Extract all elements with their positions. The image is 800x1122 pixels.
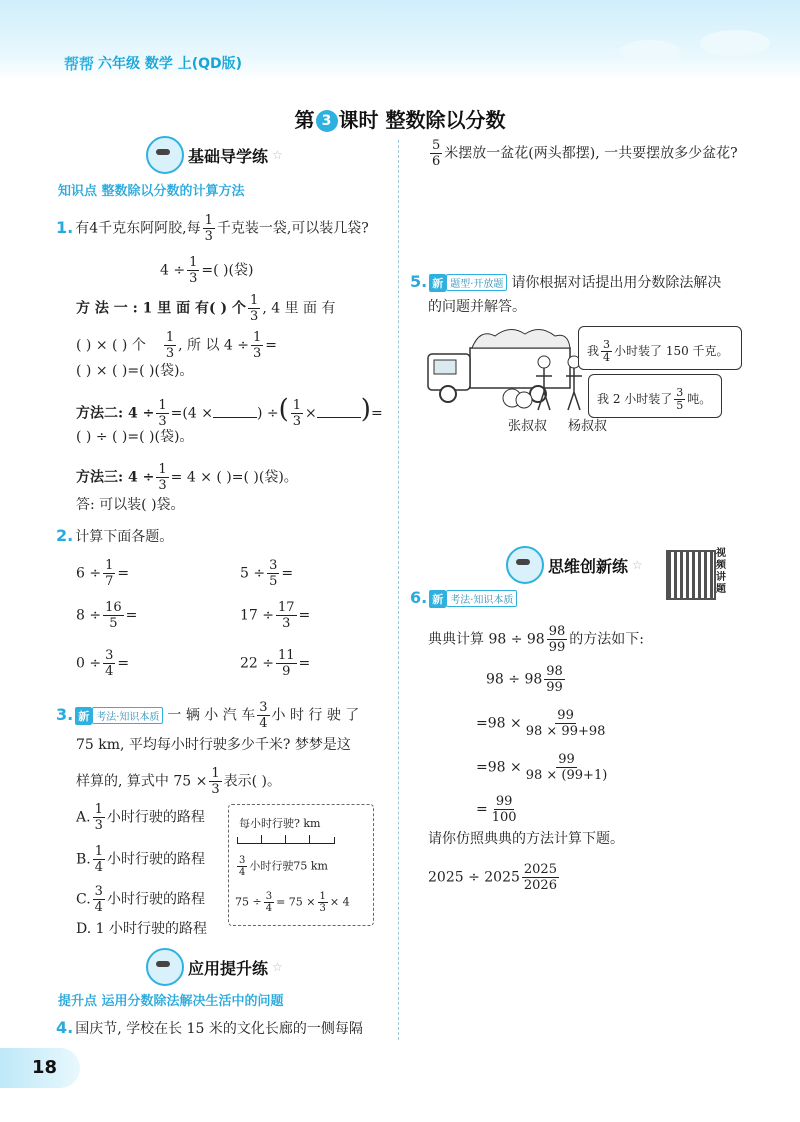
q6-stem: 典典计算 98 ÷ 98 $\frac{98}{99}$ 的方法如下:	[428, 624, 644, 655]
speech-bubble-zhang: 我 $\frac{3}{4}$ 小时装了 150 千克。	[578, 326, 742, 370]
q3-stem-line3: 样算的, 算式中 75 × $\frac{1}{3}$ 表示( )。	[76, 766, 282, 797]
q5-stem-cont: 的问题并解答。	[428, 299, 526, 315]
q3-stem-line1: 3. 新 考法·知识本质 一 辆 小 汽 车 $\frac{3}{4}$ 小 时 行 驶 了	[56, 700, 360, 731]
q3-option[interactable]: B. $\frac{1}{4}$ 小时行驶的路程	[76, 844, 206, 875]
box-equation: 75 ÷ $\frac{3}{4}$ = 75 × $\frac{1}{3}$ × 4	[235, 891, 350, 914]
grade-label: 六年级 数学 上(QD版)	[98, 56, 243, 72]
mascot-icon	[146, 136, 184, 174]
q2-item: 22 ÷ $\frac{11}{9}$ =	[240, 648, 311, 679]
q1-equation: 4 ÷ $\frac{1}{3}$ =( )(袋)	[160, 255, 254, 286]
cloud-decoration	[620, 40, 680, 62]
q6-header: 6. 新 考法·知识本质	[410, 588, 521, 608]
improvement-point: 提升点 运用分数除法解决生活中的问题	[58, 994, 284, 1009]
mascot-icon	[146, 948, 184, 986]
speech-bubble-yang: 我 2 小时装了 $\frac{3}{5}$ 吨。	[588, 374, 722, 418]
q1-stem: 1. 有4千克东阿阿胶,每 $\frac{1}{3}$ 千克装一袋,可以装几袋?	[56, 213, 369, 244]
knowledge-point: 知识点 整数除以分数的计算方法	[58, 184, 245, 199]
section-think: 思维创新练 ☆	[506, 546, 643, 584]
q6-instruction: 请你仿照典典的方法计算下题。	[428, 831, 624, 847]
q4-stem: 4. 国庆节, 学校在长 15 米的文化长廊的一侧每隔	[56, 1018, 363, 1037]
q1-method1-line1: 方 法 一 : 1 里 面 有( ) 个 $\frac{1}{3}$ , 4 里 面 有	[76, 293, 336, 324]
q6-step3: =98 × $\frac{99}{98 \times (99+1)}$	[476, 752, 608, 783]
q2-stem: 2. 计算下面各题。	[56, 526, 174, 545]
q2-item: 0 ÷ $\frac{3}{4}$ =	[76, 648, 130, 679]
section-apply: 应用提升练 ☆	[146, 948, 283, 986]
star-icon: ☆	[272, 960, 283, 974]
q1-method1-line2: ( ) × ( ) 个 $\frac{1}{3}$ , 所 以 4 ÷ $\frac{1}{3}$ =	[76, 330, 278, 361]
qr-code-icon[interactable]	[666, 550, 716, 600]
q2-item: 8 ÷ $\frac{16}{5}$ =	[76, 600, 138, 631]
q2-item: 17 ÷ $\frac{17}{3}$ =	[240, 600, 311, 631]
star-icon: ☆	[272, 148, 283, 162]
q2-item: 5 ÷ $\frac{3}{5}$ =	[240, 558, 294, 589]
q3-option-d[interactable]: D. 1 小时行驶的路程	[76, 921, 207, 937]
q4-stem-cont: $\frac{5}{6}$ 米摆放一盆花(两头都摆), 一共要摆放多少盆花?	[432, 138, 738, 169]
q6-step1: 98 ÷ 98 $\frac{98}{99}$	[486, 664, 563, 695]
column-divider	[398, 140, 399, 1040]
q3-option[interactable]: A. $\frac{1}{3}$ 小时行驶的路程	[76, 802, 205, 833]
person-label: 杨叔叔	[568, 419, 608, 434]
q3-stem-line2: 75 km, 平均每小时行驶多少千米? 梦梦是这	[76, 737, 351, 753]
q6-step4: = $\frac{99}{100}$	[476, 794, 517, 825]
q1-method2-line1: 方法二: 4 ÷ $\frac{1}{3}$ =(4 × ) ÷( $\frac{1}{3}$ × )=	[76, 394, 383, 429]
q1-method2-line2: ( ) ÷ ( )=( )(袋)。	[76, 429, 194, 445]
q1-answer: 答: 可以装( )袋。	[76, 497, 185, 513]
qr-label: 视频讲题	[716, 548, 726, 595]
q3-diagram-box	[228, 804, 374, 926]
cloud-decoration	[700, 30, 770, 56]
star-icon: ☆	[632, 558, 643, 572]
q1-method1-line3: ( ) × ( )=( )(袋)。	[76, 363, 194, 379]
q6-step2: =98 × $\frac{99}{98 \times 99+98}$	[476, 708, 606, 739]
q6-exercise: 2025 ÷ 2025 $\frac{2025}{2026}$	[428, 862, 557, 893]
person-label: 张叔叔	[508, 419, 548, 434]
section-basic: 基础导学练 ☆	[146, 136, 283, 174]
box-label: $\frac{3}{4}$ 小时行驶75 km	[239, 855, 328, 878]
q5-stem: 5. 新 题型·开放题 请你根据对话提出用分数除法解决	[410, 272, 722, 291]
brand-logo: 帮帮	[64, 55, 95, 73]
line-segment	[237, 837, 335, 844]
mascot-icon	[506, 546, 544, 584]
q1-method3: 方法三: 4 ÷ $\frac{1}{3}$ = 4 × ( )=( )(袋)。	[76, 462, 298, 493]
box-label: 每小时行驶? km	[239, 817, 321, 830]
q2-item: 6 ÷ $\frac{1}{7}$ =	[76, 558, 130, 589]
q3-option[interactable]: C. $\frac{3}{4}$ 小时行驶的路程	[76, 884, 205, 915]
lesson-title: 第 3 课时 整数除以分数	[294, 108, 506, 132]
page-number: 18	[0, 1048, 80, 1088]
